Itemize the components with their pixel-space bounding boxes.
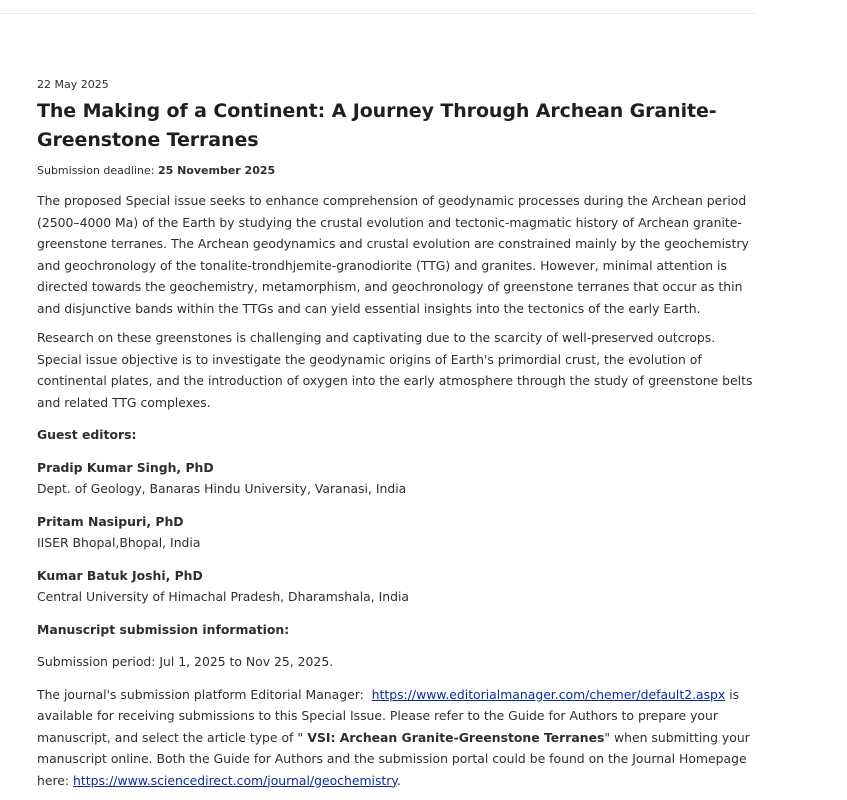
editor-name: Kumar Batuk Joshi, PhD <box>37 567 203 583</box>
guest-editors-heading: Guest editors: <box>37 427 137 442</box>
editor-affiliation: IISER Bhopal,Bhopal, India <box>37 535 201 550</box>
submission-deadline <box>37 162 757 180</box>
editor-affiliation: Central University of Himachal Pradesh, Dharamshala, India <box>37 589 410 604</box>
article-type-label: VSI: Archean Granite-Greenstone Terranes <box>303 729 605 745</box>
editor-entry <box>37 457 757 500</box>
editor-name: Pradip Kumar Singh, PhD <box>37 459 214 475</box>
platform-paragraph <box>37 684 757 792</box>
editor-affiliation: Dept. of Geology, Banaras Hindu University, Varanasi, India <box>37 481 407 496</box>
journal-homepage-link[interactable]: https://www.sciencedirect.com/journal/geochemistry <box>73 772 397 788</box>
article-content <box>37 76 757 791</box>
editor-name: Pritam Nasipuri, PhD <box>37 513 184 529</box>
platform-text: " when submitting your manuscript online. Both the Guide for Authors and the submission portal could be found on the Journal Homepage here: <box>37 729 750 788</box>
editor-entry <box>37 511 757 554</box>
editor-entry <box>37 565 757 608</box>
platform-text: . <box>396 772 401 788</box>
description-paragraph-1: The proposed Special issue seeks to enhance comprehension of geodynamic processes during the Archean period (2500–4000 Ma) of the Earth by studying the crustal evolution and tectonic-magmatic history of Archean granite-greenstone terranes. The Archean geodynamics and crustal evolution are constrained mainly by the geochemistry and geochronology of the tonalite-trondhjemite-granodiorite (TTG) and granites. However, minimal attention is directed towards the geochemistry, metamorphism, and geochronology of greenstone terranes that occur as thin and disjunctive bands within the TTGs and can yield essential insights into the tectonics of the early Earth. <box>37 193 749 316</box>
deadline-value: 25 November 2025 <box>157 164 276 177</box>
page-title: The Making of a Continent: A Journey Through Archean Granite-Greenstone Terranes <box>37 100 717 151</box>
manuscript-heading: Manuscript submission information: <box>37 621 290 637</box>
platform-text: The journal's submission platform Editorial Manager: <box>37 686 372 702</box>
deadline-label: Submission deadline: <box>37 164 158 177</box>
publish-date: 22 May 2025 <box>37 78 109 91</box>
description-paragraph-2: Research on these greenstones is challenging and captivating due to the scarcity of well-preserved outcrops. Special issue objective is to investigate the geodynamic origins of Earth's primordial crust, the evolution of continental plates, and the introduction of oxygen into the early atmosphere through the study of greenstone belts and related TTG complexes. <box>37 330 753 410</box>
platform-text: is available for receiving submissions to this Special Issue. Please refer to the Guide for Authors to prepare your manuscript, and select the article type of " <box>37 686 740 745</box>
editorial-manager-link[interactable]: https://www.editorialmanager.com/chemer/default2.aspx <box>371 686 726 702</box>
top-divider <box>0 13 758 14</box>
submission-period: Submission period: Jul 1, 2025 to Nov 25, 2025. <box>37 654 334 669</box>
